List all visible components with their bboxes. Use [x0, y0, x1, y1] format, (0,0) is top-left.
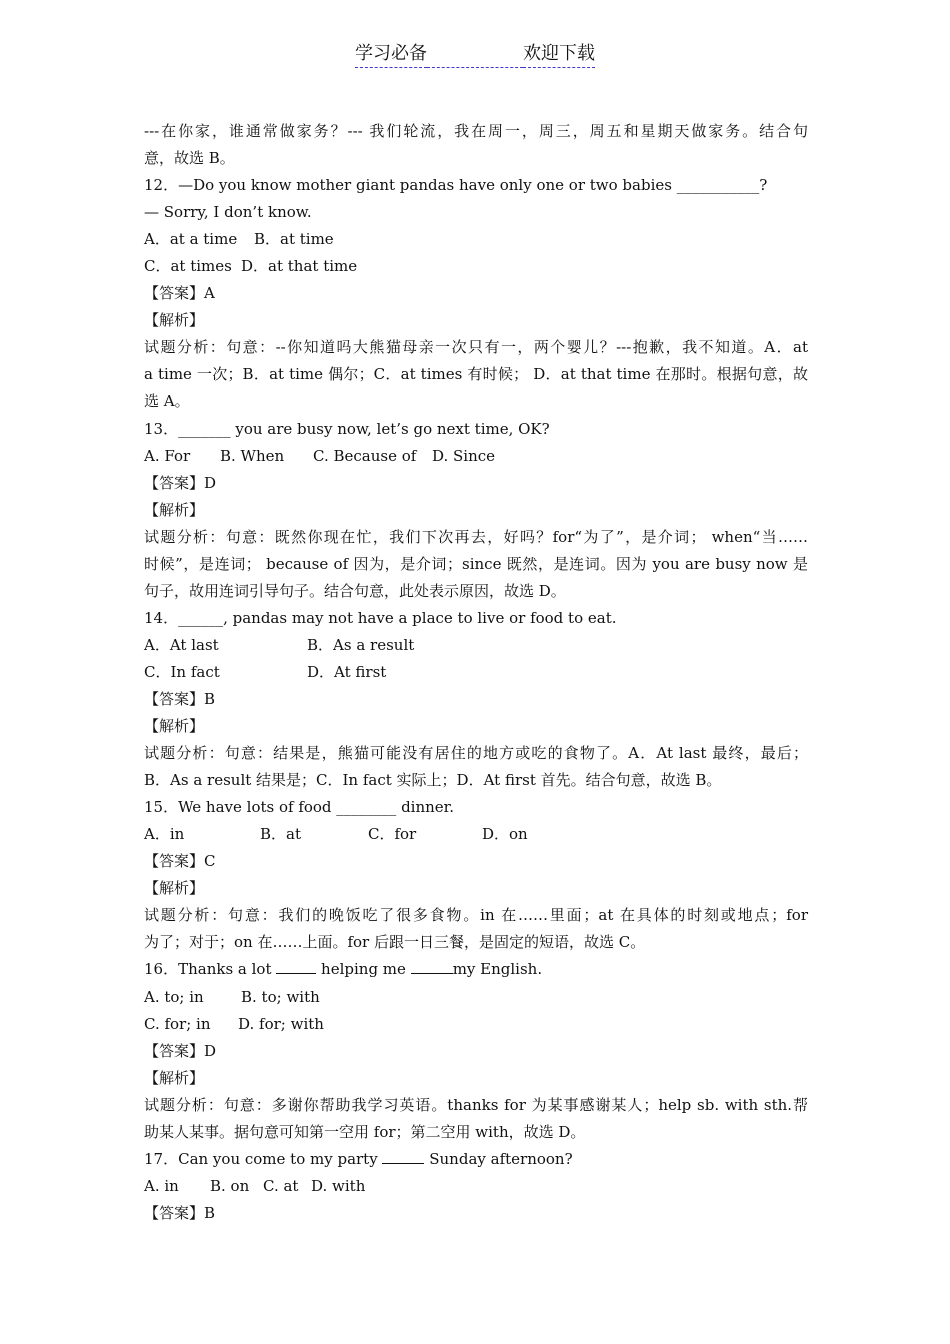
q15-option-b: B．at: [260, 825, 301, 844]
q17-answer: 【答案】B: [144, 1203, 216, 1222]
q16-stem-part-3: my English.: [452, 960, 543, 979]
q13-option-c: C. Because of: [313, 446, 417, 465]
intro-line-1: ---在你家，谁通常做家务？--- 我们轮流，我在周一，周三，周五和星期天做家务。结合句: [144, 122, 808, 140]
q15-answer: 【答案】C: [144, 852, 216, 871]
q13-analysis-line-1: 试题分析：句意：既然你现在忙，我们下次再去，好吗？for“为了”，是介词； when“当……: [144, 527, 808, 546]
q13-analysis-line-2: 时候”，是连词； because of 因为，是介词；since 既然，是连词。因为 you are busy now 是: [144, 554, 808, 573]
q12-analysis-line-2: a time 一次；B．at time 偶尔；C．at times 有时候； D．at that time 在那时。根据句意，故: [144, 365, 808, 384]
q12-option-a: A．at a time: [144, 230, 238, 249]
q14-stem: 14．______, pandas may not have a place to live or food to eat.: [144, 608, 617, 627]
q17-blank: [382, 1147, 424, 1164]
q13-analysis-line-3: 句子，故用连词引导句子。结合句意，此处表示原因，故选 D。: [144, 581, 566, 600]
q14-option-b: B．As a result: [307, 635, 415, 654]
q15-analysis-label: 【解析】: [144, 879, 205, 898]
q13-option-b: B. When: [220, 446, 285, 465]
q12-option-d: D．at that time: [241, 257, 358, 276]
q14-option-c: C．In fact: [144, 662, 220, 681]
q16-option-b: B. to; with: [241, 987, 320, 1006]
q12-analysis-line-1: 试题分析：句意：--你知道吗大熊猫母亲一次只有一，两个婴儿？---抱歉，我不知道。A．at: [144, 338, 808, 357]
q16-blank-2: [411, 957, 453, 974]
q12-options-ab: [144, 226, 808, 253]
q12-options-cd: [144, 253, 808, 280]
q17-stem-part-2: Sunday afternoon?: [429, 1149, 573, 1168]
q12-reply: — Sorry, I don’t know.: [144, 203, 312, 222]
q16-analysis-line-1: 试题分析：句意：多谢你帮助我学习英语。thanks for 为某事感谢某人；help sb. with sth.帮: [144, 1095, 808, 1114]
header-dashed-gap: [427, 43, 523, 68]
intro-line-2: 意，故选 B。: [144, 149, 235, 168]
page-header: [0, 42, 950, 68]
q16-blank-1: [276, 957, 316, 974]
q17-options: [144, 1173, 808, 1200]
q14-options-cd: [144, 659, 808, 686]
q12-option-c: C．at times: [144, 257, 232, 276]
q14-option-d: D．At first: [307, 662, 387, 681]
q14-option-a: A．At last: [144, 635, 219, 654]
document-body: [144, 118, 808, 1227]
q15-analysis-line-2: 为了；对于；on 在……上面。for 后跟一日三餐，是固定的短语，故选 C。: [144, 933, 646, 952]
q13-answer: 【答案】D: [144, 473, 217, 492]
header-right-text: 欢迎下载: [523, 42, 595, 68]
q15-stem: 15．We have lots of food ________ dinner.: [144, 798, 454, 817]
q16-analysis-line-2: 助某人某事。据句意可知第一空用 for；第二空用 with，故选 D。: [144, 1122, 586, 1141]
q17-option-c: C. at: [263, 1176, 299, 1195]
q17-option-d: D. with: [311, 1176, 366, 1195]
q13-stem: 13．_______ you are busy now, let’s go next time, OK?: [144, 419, 550, 438]
q16-options-cd: [144, 1011, 808, 1038]
q14-answer: 【答案】B: [144, 689, 216, 708]
q12-stem: 12．—Do you know mother giant pandas have only one or two babies ___________?: [144, 176, 768, 195]
q16-stem: [144, 956, 808, 983]
q12-option-b: B．at time: [254, 230, 334, 249]
q13-options: [144, 443, 808, 470]
q17-option-a: A. in: [144, 1176, 179, 1195]
q14-options-ab: [144, 632, 808, 659]
q17-option-b: B. on: [210, 1176, 250, 1195]
q14-analysis-line-2: B．As a result 结果是；C．In fact 实际上；D．At first 首先。结合句意，故选 B。: [144, 771, 722, 790]
q12-analysis-line-3: 选 A。: [144, 392, 190, 411]
q15-analysis-line-1: 试题分析：句意：我们的晚饭吃了很多食物。in 在……里面；at 在具体的时刻或地点；for: [144, 906, 808, 925]
q15-options: [144, 821, 808, 848]
q16-analysis-label: 【解析】: [144, 1068, 205, 1087]
q14-analysis-line-1: 试题分析：句意：结果是，熊猫可能没有居住的地方或吃的食物了。A．At last 最终，最后；: [144, 744, 808, 763]
q16-stem-part-2: helping me: [321, 960, 406, 979]
q16-option-c: C. for; in: [144, 1014, 211, 1033]
q17-stem-part-1: 17．Can you come to my party: [144, 1149, 378, 1168]
q15-option-d: D．on: [482, 825, 528, 844]
q16-option-a: A. to; in: [144, 987, 204, 1006]
q16-answer: 【答案】D: [144, 1041, 217, 1060]
q15-option-c: C．for: [368, 825, 417, 844]
q17-stem: [144, 1146, 808, 1173]
header-left-text: 学习必备: [355, 42, 427, 68]
q13-analysis-label: 【解析】: [144, 500, 205, 519]
q12-answer: 【答案】A: [144, 284, 215, 303]
q16-stem-part-1: 16．Thanks a lot: [144, 960, 272, 979]
q13-option-d: D. Since: [432, 446, 496, 465]
q13-option-a: A. For: [144, 446, 191, 465]
q14-analysis-label: 【解析】: [144, 717, 205, 736]
q15-option-a: A．in: [144, 825, 185, 844]
q16-option-d: D. for; with: [238, 1014, 324, 1033]
q12-analysis-label: 【解析】: [144, 311, 205, 330]
q16-options-ab: [144, 984, 808, 1011]
